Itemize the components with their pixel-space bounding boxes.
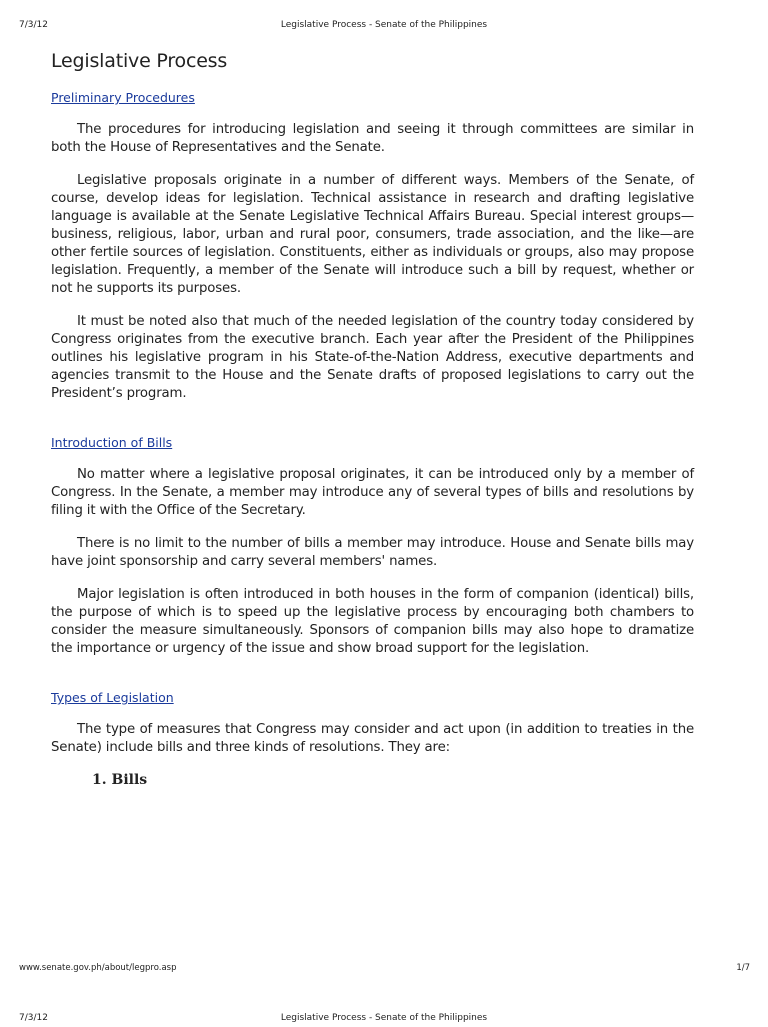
paragraph: It must be noted also that much of the needed legislation of the country today considered by Congress originates from the executive branch. Each year after the President of the Philippines outlines his legislative program in his State-of-the-Nation Address, executive departments and agencies transmit to the House and the Senate drafts of proposed legislations to carry out the President’s program.	[51, 314, 694, 401]
page-number: 1/7	[736, 963, 750, 973]
paragraph: The procedures for introducing legislation and seeing it through committees are similar in both the House of Representatives and the Senate.	[51, 122, 694, 155]
print-date: 7/3/12	[19, 20, 48, 30]
section-link-types-of-legislation[interactable]: Types of Legislation	[51, 690, 174, 705]
print-date: 7/3/12	[19, 1013, 48, 1023]
paragraph: No matter where a legislative proposal originates, it can be introduced only by a member of Congress. In the Senate, a member may introduce any of several types of bills and resolutions by filing it with the Office of the Secretary.	[51, 467, 694, 518]
page-title: Legislative Process	[51, 50, 228, 72]
list-item-bills: 1. Bills	[92, 772, 148, 788]
section-link-preliminary-procedures[interactable]: Preliminary Procedures	[51, 90, 195, 105]
page-url: www.senate.gov.ph/about/legpro.asp	[19, 963, 177, 973]
section-link-introduction-of-bills[interactable]: Introduction of Bills	[51, 435, 173, 450]
print-footer	[0, 963, 768, 977]
paragraph: The type of measures that Congress may consider and act upon (in addition to treaties in the Senate) include bills and three kinds of resolutions. They are:	[51, 722, 694, 755]
paragraph: Major legislation is often introduced in both houses in the form of companion (identical) bills, the purpose of which is to speed up the legislative process by encouraging both chambers to consider the measure simultaneously. Sponsors of companion bills may also hope to dramatize the importance or urgency of the issue and show broad support for the legislation.	[51, 587, 694, 656]
print-header-top	[0, 20, 768, 34]
paragraph: There is no limit to the number of bills a member may introduce. House and Senate bills may have joint sponsorship and carry several members' names.	[51, 536, 694, 569]
print-header-bottom	[0, 1013, 768, 1027]
article-content	[51, 50, 694, 788]
print-title: Legislative Process - Senate of the Philippines	[280, 20, 488, 30]
paragraph: Legislative proposals originate in a number of different ways. Members of the Senate, of course, develop ideas for legislation. Technical assistance in research and drafting legislative language is available at the Senate Legislative Technical Affairs Bureau. Special interest groups—business, religious, labor, urban and rural poor, consumers, trade association, and the like—are other fertile sources of legislation. Constituents, either as individuals or groups, also may propose legislation. Frequently, a member of the Senate will introduce such a bill by request, whether or not he supports its purposes.	[51, 173, 694, 296]
print-title: Legislative Process - Senate of the Philippines	[280, 1013, 488, 1023]
